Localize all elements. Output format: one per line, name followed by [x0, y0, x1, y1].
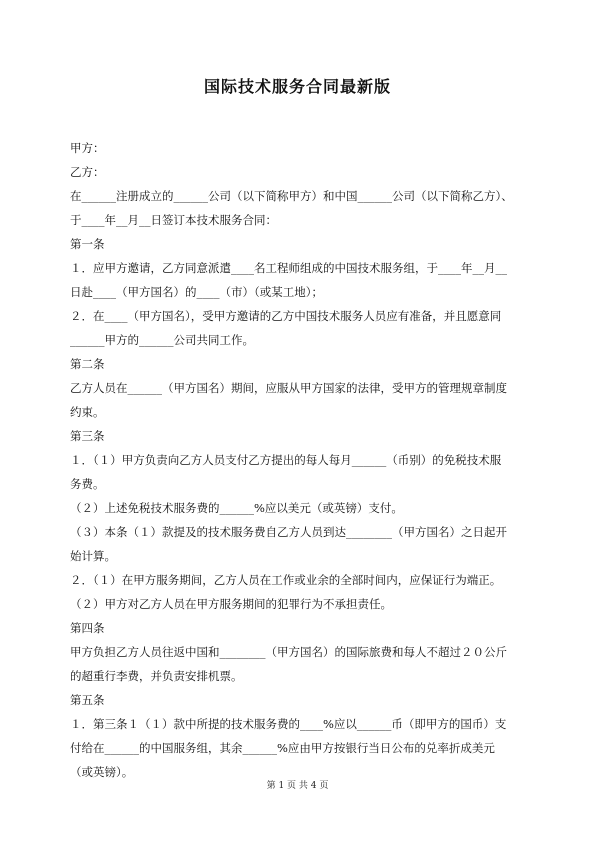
text-line: 甲方： [70, 141, 105, 155]
text-line: 约束。 [70, 405, 105, 419]
text-line: （２）甲方对乙方人员在甲方服务期间的犯罪行为不承担责任。 [70, 597, 392, 611]
text-line: １．应甲方邀请，乙方同意派遣____名工程师组成的中国技术服务组，于____年__月__ [70, 261, 507, 275]
text-line: 务费。 [70, 477, 105, 491]
text-line: 第五条 [70, 693, 105, 707]
text-line: 付给在______的中国服务组，其余______%应由甲方按银行当日公布的兑率折成美元 [70, 741, 495, 755]
page-footer: 第 1 页 共 4 页 [266, 781, 329, 791]
text-line: （或英镑）。 [70, 765, 134, 779]
text-line: 第四条 [70, 621, 105, 635]
text-line: 于____年__月__日签订本技术服务合同： [70, 213, 277, 227]
document-body [70, 136, 528, 784]
text-line: 在______注册成立的______公司（以下简称甲方）和中国______公司（以下简称乙方）、 [70, 189, 513, 203]
text-line: （３）本条（１）款提及的技术服务费自乙方人员到达________（甲方国名）之日起开 [70, 525, 507, 539]
text-line: 日赴____（甲方国名）的____（市）（或某工地）； [70, 285, 323, 299]
text-line: １．第三条１（１）款中所提的技术服务费的____%应以______币（即甲方的国币）支 [70, 717, 507, 731]
text-line: １．（１）甲方负责向乙方人员支付乙方提出的每人每月______（币别）的免税技术服 [70, 453, 502, 467]
document-title: 国际技术服务合同最新版 [203, 77, 391, 96]
text-line: ２．（１）在甲方服务期间，乙方人员在工作或业余的全部时间内，应保证行为端正。 [70, 573, 502, 587]
text-line: 始计算。 [70, 549, 116, 563]
text-line: （２）上述免税技术服务费的______%应以美元（或英镑）支付。 [70, 501, 403, 515]
text-line: ______甲方的______公司共同工作。 [70, 333, 254, 347]
text-line: 第三条 [70, 429, 105, 443]
text-line: ２．在____（甲方国名），受甲方邀请的乙方中国技术服务人员应有准备，并且愿意同 [70, 309, 502, 323]
text-line: 第一条 [70, 237, 105, 251]
text-line: 的超重行李费，并负责安排机票。 [70, 669, 243, 683]
text-line: 乙方： [70, 165, 105, 179]
text-line: 甲方负担乙方人员往返中国和________（甲方国名）的国际旅费和每人不超过２０公斤 [70, 645, 507, 659]
text-line: 乙方人员在______（甲方国名）期间，应服从甲方国家的法律，受甲方的管理规章制度 [70, 381, 507, 395]
text-line: 第二条 [70, 357, 105, 371]
